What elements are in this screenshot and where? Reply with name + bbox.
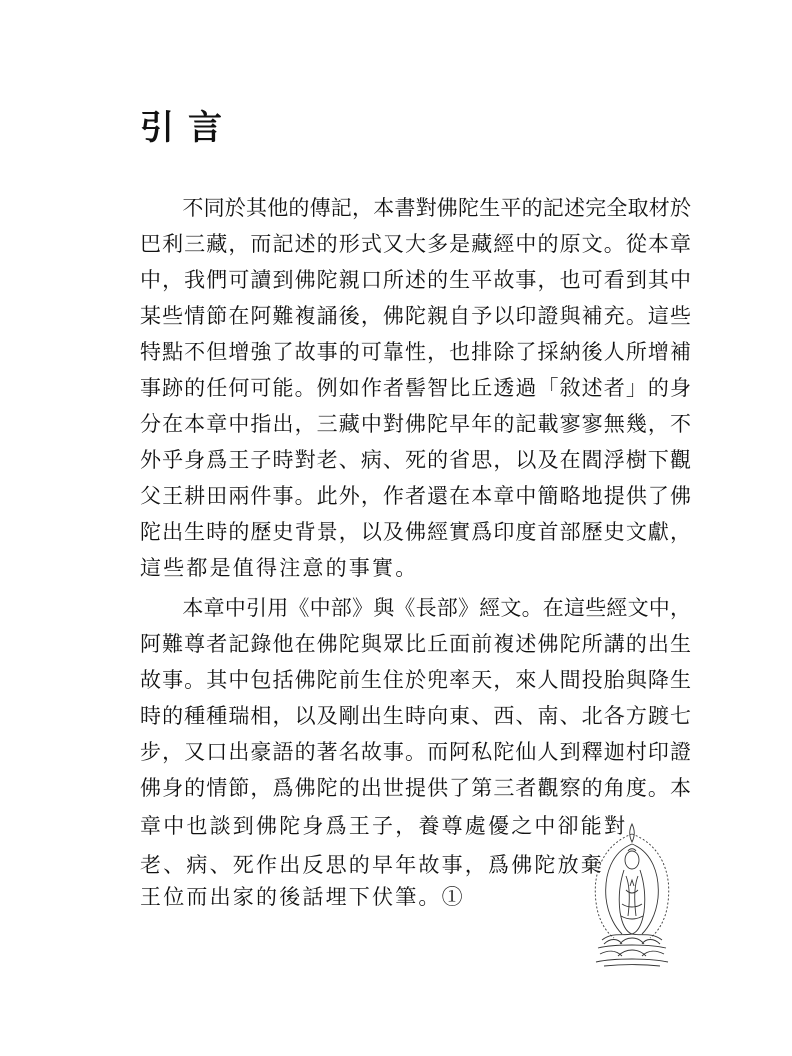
paragraph-line: 故事。其中包括佛陀前生住於兜率天，來人間投胎與降生 bbox=[140, 668, 691, 692]
paragraph-line: 佛身的情節，爲佛陀的出世提供了第三者觀察的角度。本 bbox=[140, 776, 691, 800]
paragraph-line: 分在本章中指出，三藏中對佛陀早年的記載寥寥無幾，不 bbox=[140, 412, 691, 436]
paragraph-line: 阿難尊者記錄他在佛陀與眾比丘面前複述佛陀所講的出生 bbox=[140, 632, 691, 656]
paragraph-line: 本章中引用《中部》與《長部》經文。在這些經文中， bbox=[140, 596, 691, 620]
paragraph-line: 時的種種瑞相，以及剛出生時向東、西、南、北各方踱七 bbox=[140, 704, 691, 728]
paragraph-line: 中，我們可讀到佛陀親口所述的生平故事，也可看到其中 bbox=[140, 268, 691, 292]
paragraph-line: 王位而出家的後話埋下伏筆。① bbox=[140, 885, 465, 909]
paragraph-line: 事跡的任何可能。例如作者髻智比丘透過「敘述者」的身 bbox=[140, 376, 691, 400]
chapter-heading: 引言 bbox=[140, 108, 236, 148]
buddha-illustration-icon bbox=[574, 820, 690, 970]
paragraph-line: 某些情節在阿難複誦後，佛陀親自予以印證與補充。這些 bbox=[140, 304, 691, 328]
paragraph-line: 陀出生時的歷史背景，以及佛經實爲印度首部歷史文獻， bbox=[140, 520, 691, 544]
paragraph-line: 外乎身爲王子時對老、病、死的省思，以及在閻浮樹下觀 bbox=[140, 448, 691, 472]
paragraph-line: 父王耕田兩件事。此外，作者還在本章中簡略地提供了佛 bbox=[140, 484, 691, 508]
paragraph-line: 步，又口出豪語的著名故事。而阿私陀仙人到釋迦村印證 bbox=[140, 740, 691, 764]
paragraph-line: 老、病、死作出反思的早年故事，爲佛陀放棄 bbox=[140, 853, 604, 877]
paragraph-line: 巴利三藏，而記述的形式又大多是藏經中的原文。從本章 bbox=[140, 232, 691, 256]
paragraph-line: 章中也談到佛陀身爲王子，養尊處優之中卻能對 bbox=[140, 814, 628, 838]
paragraph-line: 這些都是值得注意的事實。 bbox=[140, 556, 419, 580]
paragraph-line: 特點不但增強了故事的可靠性，也排除了採納後人所增補 bbox=[140, 340, 691, 364]
paragraph-line: 不同於其他的傳記，本書對佛陀生平的記述完全取材於 bbox=[140, 196, 691, 220]
